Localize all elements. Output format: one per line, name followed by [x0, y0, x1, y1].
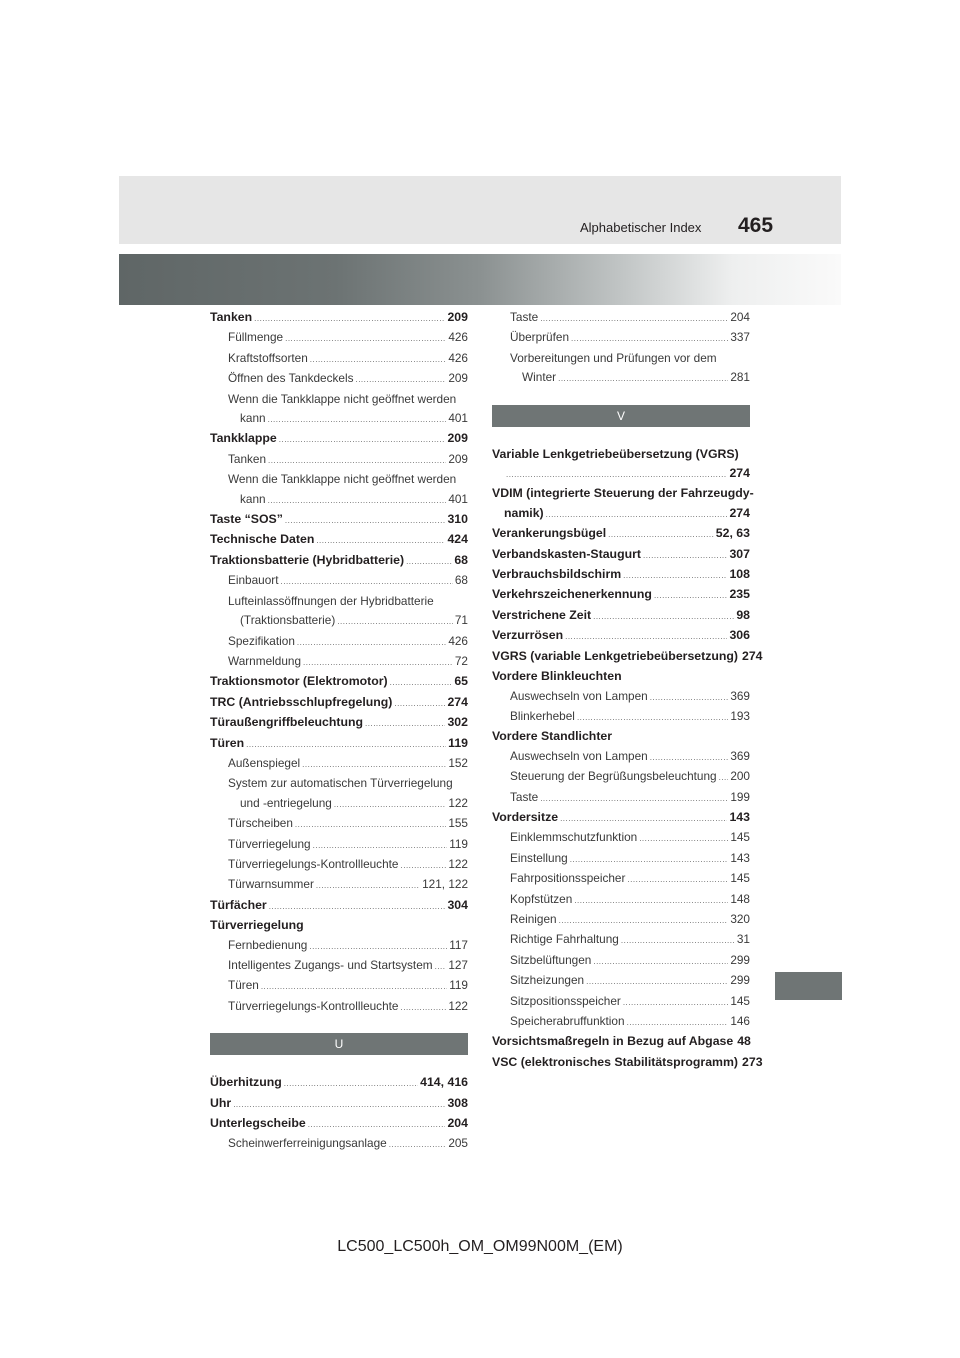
index-entry: [492, 328, 750, 348]
leader-dots: [593, 606, 734, 626]
page-reference: 205: [448, 1136, 468, 1151]
leader-dots: [623, 992, 728, 1012]
page-reference: 204: [447, 1116, 468, 1131]
entry-term: Tanken: [210, 310, 253, 324]
index-entry: [492, 747, 750, 767]
page-reference: 304: [447, 897, 468, 912]
leader-dots: [254, 308, 445, 328]
leader-dots: [394, 693, 445, 713]
leader-dots: [303, 652, 453, 672]
index-entry: [492, 647, 763, 667]
index-entry: [492, 788, 750, 808]
entry-term: Steuerung der Begrüßungsbeleuchtung: [510, 769, 717, 784]
leader-dots: [406, 551, 452, 571]
entry-term: Sitzbelüftungen: [510, 952, 592, 967]
page-reference: 31: [736, 932, 750, 947]
page-reference: 414, 416: [420, 1075, 468, 1090]
entry-term: Auswechseln von Lampen: [510, 748, 648, 763]
index-entry: [210, 896, 468, 916]
index-entry: [492, 992, 750, 1012]
leader-dots: [621, 930, 735, 950]
index-entry-line1: Wenn die Tankklappe nicht geöffnet werden: [228, 391, 457, 406]
index-entry: [210, 530, 468, 550]
entry-term: VSC (elektronisches Stabilitätsprogramm): [492, 1054, 739, 1069]
page-reference: 121, 122: [422, 877, 468, 892]
entry-term: Vordersitze: [492, 809, 559, 824]
leader-dots: [295, 814, 446, 834]
page-reference: 274: [729, 505, 750, 520]
page-reference: 273: [742, 1054, 763, 1069]
entry-term: Traktionsmotor (Elektromotor): [210, 674, 388, 689]
entry-term: Verstrichene Zeit: [492, 607, 592, 622]
leader-dots: [650, 747, 729, 767]
entry-term: Blinkerhebel: [510, 708, 575, 723]
entry-term: VGRS (variable Lenkgetriebeübersetzung): [492, 648, 738, 663]
leader-dots: [586, 971, 728, 991]
entry-term: Technische Daten: [210, 532, 315, 547]
index-entry: [210, 936, 468, 956]
leader-dots: [233, 1094, 445, 1114]
page-reference: 369: [730, 688, 750, 703]
entry-term: Türverriegelung: [228, 836, 311, 851]
entry-term: Winter: [522, 370, 557, 385]
leader-dots: [654, 585, 728, 605]
index-column-right: [492, 308, 763, 1073]
leader-dots: [570, 849, 729, 869]
page-reference: 146: [730, 1014, 750, 1028]
entry-term: Taste: [510, 310, 539, 324]
index-entry: [210, 571, 468, 591]
leader-dots: [719, 767, 729, 787]
leader-dots: [313, 835, 448, 855]
entry-term: Traktionsbatterie (Hybridbatterie): [210, 552, 405, 567]
leader-dots: [316, 530, 445, 550]
index-column-left: [210, 308, 468, 1155]
page-reference: 200: [730, 769, 750, 784]
index-entry: [492, 849, 750, 869]
leader-dots: [650, 687, 729, 707]
index-entry: [492, 869, 750, 889]
index-entry-line1: Wenn die Tankklappe nicht geöffnet werden: [228, 472, 457, 487]
index-entry: [210, 1073, 468, 1093]
page-reference: 302: [447, 715, 468, 730]
index-entry-line1: Variable Lenkgetriebeübersetzung (VGRS): [492, 446, 739, 461]
index-entry: [492, 687, 750, 707]
document-footer: LC500_LC500h_OM_OM99N00M_(EM): [337, 1238, 623, 1255]
index-entry: [210, 510, 468, 530]
header-band: [119, 176, 841, 244]
index-entry: [210, 369, 468, 389]
entry-term: Richtige Fahrhaltung: [510, 932, 619, 947]
entry-term: Türverriegelungs-Kontrollleuchte: [228, 856, 399, 871]
entry-term: Türfächer: [210, 897, 267, 912]
index-entry: [492, 808, 750, 828]
page-reference: 108: [729, 567, 750, 582]
page-reference: 401: [448, 491, 468, 506]
index-entry: [210, 611, 468, 631]
header-gradient-bar: [119, 254, 841, 305]
leader-dots: [334, 794, 446, 814]
entry-term: Überprüfen: [510, 330, 570, 345]
index-entry-line1: VDIM (integrierte Steuerung der Fahrzeugdy-: [492, 486, 754, 501]
entry-term: Vorsichtsmaßregeln in Bezug auf Abgase: [492, 1034, 734, 1049]
leader-dots: [268, 450, 446, 470]
page-reference: 65: [454, 674, 468, 689]
leader-dots: [390, 672, 453, 692]
entry-term: Einbauort: [228, 573, 279, 588]
entry-term: Einstellung: [510, 850, 568, 865]
page-reference: 148: [730, 891, 750, 906]
index-entry: [492, 308, 750, 328]
index-heading: Türverriegelung: [210, 918, 304, 933]
index-entry: [492, 585, 750, 605]
leader-dots: [308, 1114, 446, 1134]
entry-term: Spezifikation: [228, 633, 295, 648]
index-entry: [210, 672, 468, 692]
leader-dots: [316, 875, 420, 895]
index-entry: [492, 971, 750, 991]
index-entry: [492, 1032, 750, 1052]
entry-term: Reinigen: [510, 911, 557, 926]
entry-term: Türen: [228, 978, 259, 993]
entry-term: Fahrpositionsspeicher: [510, 871, 626, 886]
entry-term: Verbrauchsbildschirm: [492, 567, 622, 582]
page-reference: 117: [449, 937, 468, 952]
page-reference: 426: [448, 330, 468, 345]
page-reference: 337: [730, 330, 750, 345]
page-reference: 122: [448, 856, 468, 871]
index-entry: [492, 464, 750, 484]
page-reference: 306: [729, 628, 750, 643]
index-entry: [210, 308, 468, 328]
leader-dots: [559, 910, 729, 930]
leader-dots: [268, 409, 447, 429]
index-entry: [492, 545, 750, 565]
page-reference: 119: [448, 735, 468, 750]
index-heading: Vordere Blinkleuchten: [492, 669, 622, 684]
index-entry: [210, 349, 468, 369]
index-entry: [210, 450, 468, 470]
page-number: 465: [738, 214, 774, 237]
index-entry: [492, 606, 750, 626]
leader-dots: [623, 565, 727, 585]
entry-term: Tanken: [228, 451, 267, 466]
entry-term: Verankerungsbügel: [492, 526, 607, 541]
page-reference: 209: [448, 371, 468, 386]
page-reference: 426: [448, 633, 468, 648]
leader-dots: [558, 368, 728, 388]
leader-dots: [643, 545, 728, 565]
leader-dots: [281, 571, 453, 591]
index-entry: [492, 767, 750, 787]
page-reference: 204: [730, 310, 750, 324]
page-reference: 72: [454, 653, 468, 668]
leader-dots: [577, 707, 728, 727]
page-reference: 299: [730, 952, 750, 967]
page-reference: 274: [729, 466, 750, 481]
entry-term: kann: [240, 411, 266, 426]
entry-term: Taste: [510, 789, 539, 804]
page-reference: 98: [736, 607, 750, 622]
page-reference: 281: [730, 370, 750, 385]
page-reference: 152: [448, 755, 468, 770]
index-entry: [492, 504, 750, 524]
leader-dots: [540, 788, 728, 808]
index-entry: [210, 956, 468, 976]
entry-term: namik): [504, 505, 544, 520]
index-entry: [210, 835, 468, 855]
page-reference: 127: [448, 958, 468, 972]
index-entry: [210, 1114, 468, 1134]
index-entry: [210, 1134, 468, 1154]
entry-term: Türverriegelungs-Kontrollleuchte: [228, 998, 399, 1013]
page-reference: 209: [448, 451, 468, 466]
page-reference: 193: [730, 708, 750, 723]
entry-term: Türscheiben: [228, 816, 293, 831]
leader-dots: [540, 308, 728, 328]
page-reference: 145: [730, 830, 750, 845]
page-reference: 68: [454, 573, 468, 588]
page-reference: 369: [730, 748, 750, 763]
index-entry: [492, 951, 750, 971]
leader-dots: [337, 611, 453, 631]
index-entry: [492, 828, 750, 848]
entry-term: kann: [240, 491, 266, 506]
index-entry: [492, 565, 750, 585]
page-reference: 145: [730, 871, 750, 886]
index-entry-line1: Lufteinlassöffnungen der Hybridbatterie: [228, 593, 434, 608]
index-entry: [210, 976, 468, 996]
page-reference: 424: [447, 532, 468, 547]
entry-term: Taste “SOS”: [210, 512, 283, 527]
entry-term: TRC (Antriebsschlupfregelung): [210, 694, 393, 709]
entry-term: Öffnen des Tankdeckels: [228, 371, 354, 386]
page-reference: 308: [447, 1095, 468, 1110]
entry-term: Intelligentes Zugangs- und Startsystem: [228, 958, 433, 972]
page-reference: 235: [729, 587, 750, 602]
entry-term: und -entriegelung: [240, 795, 332, 810]
entry-term: Kopfstützen: [510, 891, 573, 906]
leader-dots: [401, 997, 447, 1017]
index-entry: [492, 930, 750, 950]
entry-term: Verbandskasten-Staugurt: [492, 546, 641, 561]
leader-dots: [297, 632, 446, 652]
entry-term: Uhr: [210, 1095, 232, 1110]
page-reference: 307: [729, 546, 750, 561]
entry-term: Einklemmschutzfunktion: [510, 830, 638, 845]
page-reference: 209: [447, 310, 468, 324]
index-entry: [210, 652, 468, 672]
leader-dots: [593, 951, 728, 971]
index-entry: [492, 1012, 750, 1032]
page-reference: 274: [742, 648, 763, 663]
index-entry: [492, 368, 750, 388]
section-letter-bar: V: [492, 405, 750, 427]
entry-term: Scheinwerferreinigungsanlage: [228, 1136, 387, 1151]
index-entry: [210, 734, 468, 754]
leader-dots: [261, 976, 447, 996]
section-letter-bar: U: [210, 1033, 468, 1055]
index-entry: [210, 1094, 468, 1114]
page-reference: 310: [447, 512, 468, 527]
leader-dots: [355, 369, 446, 389]
entry-term: Türen: [210, 735, 245, 750]
page-reference: 122: [448, 795, 468, 810]
leader-dots: [401, 855, 447, 875]
page-reference: 145: [730, 993, 750, 1008]
entry-term: Verzurrösen: [492, 628, 564, 643]
leader-dots: [627, 869, 728, 889]
index-heading: Vordere Standlichter: [492, 729, 613, 744]
section-title: Alphabetischer Index: [580, 220, 702, 235]
page-reference: 48: [737, 1034, 751, 1049]
leader-dots: [269, 896, 446, 916]
page-reference: 143: [729, 809, 750, 824]
leader-dots: [246, 734, 446, 754]
entry-term: Tankklappe: [210, 431, 277, 446]
entry-term: Fernbedienung: [228, 937, 308, 952]
page-reference: 71: [454, 613, 468, 628]
page-reference: 155: [448, 816, 468, 831]
leader-dots: [546, 504, 728, 524]
leader-dots: [285, 510, 446, 530]
leader-dots: [565, 626, 727, 646]
page-reference: 199: [730, 789, 750, 804]
leader-dots: [560, 808, 727, 828]
index-entry: [492, 626, 750, 646]
entry-term: Überhitzung: [210, 1075, 282, 1090]
leader-dots: [268, 490, 447, 510]
page-reference: 119: [449, 978, 468, 993]
page-reference: 122: [448, 998, 468, 1013]
leader-dots: [309, 936, 447, 956]
index-entry: [210, 490, 468, 510]
entry-term: Auswechseln von Lampen: [510, 688, 648, 703]
leader-dots: [571, 328, 728, 348]
index-entry: [210, 632, 468, 652]
index-entry: [210, 713, 468, 733]
leader-dots: [284, 1073, 418, 1093]
index-entry: [210, 997, 468, 1017]
leader-dots: [435, 956, 447, 976]
leader-dots: [279, 429, 446, 449]
index-entry: [210, 693, 468, 713]
index-entry-line1: Vorbereitungen und Prüfungen vor dem: [510, 350, 717, 365]
page-reference: 274: [447, 694, 468, 709]
leader-dots: [608, 524, 714, 544]
entry-term: Türwarnsummer: [228, 877, 314, 892]
index-entry: [492, 1053, 763, 1073]
leader-dots: [365, 713, 445, 733]
leader-dots: [627, 1012, 729, 1032]
index-entry: [210, 855, 468, 875]
entry-term: Kraftstoffsorten: [228, 350, 308, 365]
leader-dots: [506, 464, 727, 484]
page-reference: 52, 63: [715, 526, 750, 541]
index-entry: [492, 890, 750, 910]
index-entry: [210, 794, 468, 814]
entry-term: Verkehrszeichenerkennung: [492, 587, 652, 602]
index-entry: [492, 524, 750, 544]
leader-dots: [302, 754, 446, 774]
page-reference: 68: [454, 552, 468, 567]
page-reference: 299: [730, 973, 750, 988]
page-reference: 143: [730, 850, 750, 865]
index-entry: [210, 814, 468, 834]
index-entry: [492, 707, 750, 727]
page-reference: 119: [449, 836, 468, 851]
entry-term: Sitzpositionsspeicher: [510, 993, 621, 1008]
index-entry-line1: System zur automatischen Türverriegelung: [228, 776, 453, 791]
entry-term: Füllmenge: [228, 330, 284, 345]
index-entry: [210, 429, 468, 449]
leader-dots: [389, 1134, 447, 1154]
entry-term: Außenspiegel: [228, 755, 301, 770]
leader-dots: [639, 828, 728, 848]
index-entry: [210, 328, 468, 348]
entry-term: Unterlegscheibe: [210, 1116, 306, 1131]
entry-term: Sitzheizungen: [510, 973, 585, 988]
index-entry: [210, 551, 468, 571]
page-reference: 426: [448, 350, 468, 365]
page-reference: 401: [448, 411, 468, 426]
index-entry: [492, 910, 750, 930]
index-entry: [210, 875, 468, 895]
entry-term: (Traktionsbatterie): [240, 613, 336, 628]
page-reference: 209: [447, 431, 468, 446]
index-entry: [210, 754, 468, 774]
leader-dots: [310, 349, 447, 369]
leader-dots: [285, 328, 446, 348]
entry-term: Warnmeldung: [228, 653, 301, 668]
chapter-tab: [775, 972, 842, 1000]
leader-dots: [574, 890, 728, 910]
entry-term: Türaußengriffbeleuchtung: [210, 715, 364, 730]
entry-term: Speicherabruffunktion: [510, 1014, 625, 1028]
index-entry: [210, 409, 468, 429]
page-reference: 320: [730, 911, 750, 926]
